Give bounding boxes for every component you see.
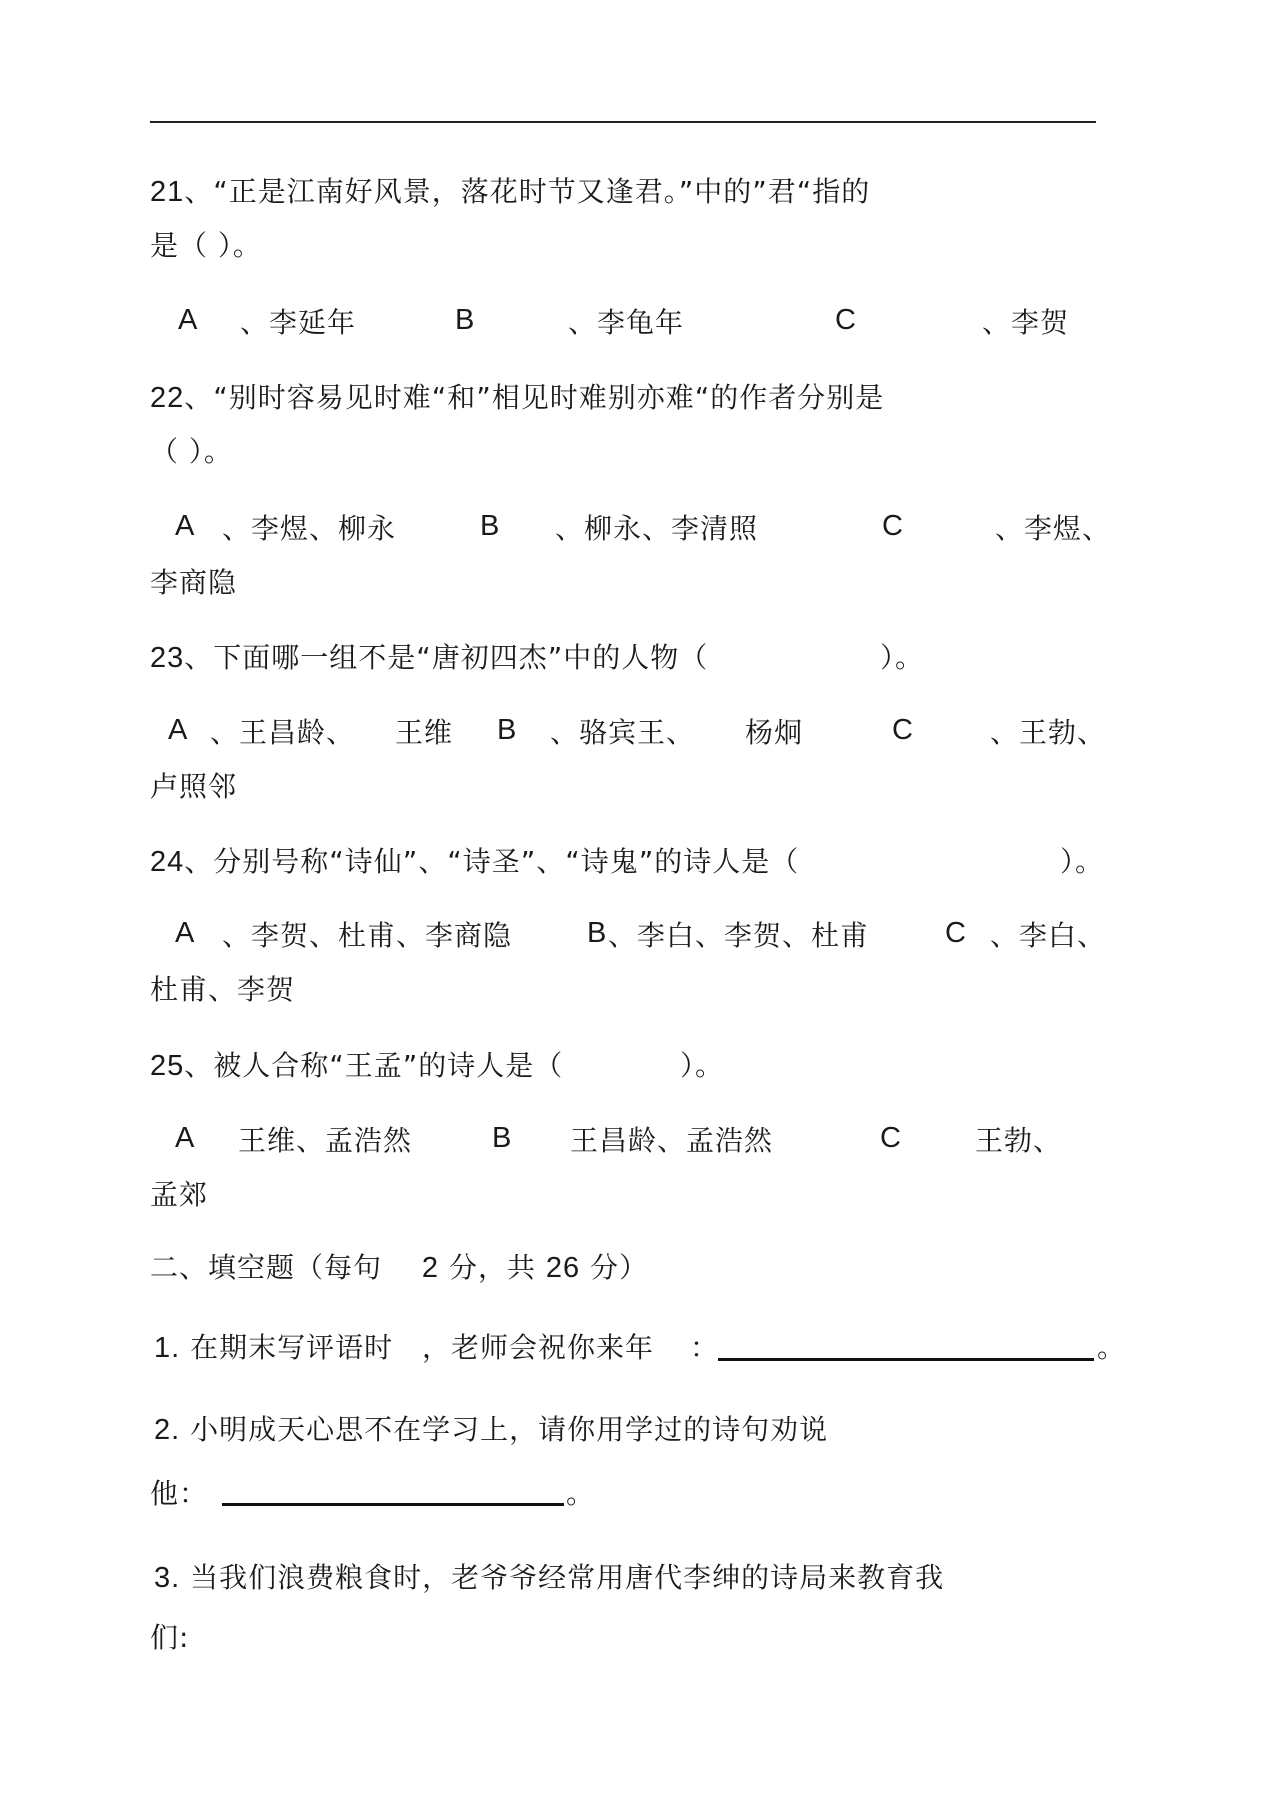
fill2-end: 。 [566, 1477, 596, 1510]
q25-line1 [150, 1048, 563, 1084]
fill2-number: 2. [154, 1414, 181, 1446]
fill3-line1 [154, 1560, 944, 1596]
q23-number: 23 [150, 642, 185, 674]
section2-heading [150, 1250, 648, 1286]
header-rule [150, 121, 1096, 123]
fill3-line2: 们: [150, 1621, 190, 1654]
q21-option-b-text: 、李龟年 [568, 306, 685, 339]
fill1-end: 。 [1097, 1331, 1127, 1364]
q25-option-b-letter: B [492, 1122, 512, 1154]
q25-option-a-text: 王维、孟浩然 [238, 1124, 413, 1157]
fill3-text: 当我们浪费粮食时，老爷爷经常用唐代李绅的诗局来教育我 [190, 1561, 945, 1594]
q21-option-c-text: 、李贺 [982, 306, 1070, 339]
q23-option-a-text2: 王维 [395, 716, 454, 749]
fill1-text2: ，老师会祝你来年 [422, 1331, 655, 1364]
q22-option-c-letter: C [882, 510, 903, 542]
q22-option-b-letter: B [480, 510, 500, 542]
q23-option-a-text: 、王昌龄、 [210, 716, 356, 749]
q21-text: 、“正是江南好风景，落花时节又逢君。”中的”君“指的 [184, 175, 871, 208]
q22-option-a-letter: A [175, 510, 195, 542]
q24-option-c-letter: C [945, 917, 966, 949]
q25-option-c-letter: C [880, 1122, 901, 1154]
section2-total: 26 [545, 1252, 581, 1284]
q23-line1-end: ）。 [880, 641, 925, 674]
q24-number: 24 [150, 846, 185, 878]
fill2-line2: 他： [150, 1477, 209, 1510]
q22-line1 [150, 380, 884, 416]
fill2-line1 [154, 1412, 828, 1448]
q22-text: 、“别时容易见时难“和”相见时难别亦难“的作者分别是 [184, 381, 885, 414]
q21-option-b-letter: B [455, 304, 475, 336]
fill3-number: 3. [154, 1562, 181, 1594]
q24-option-c-text: 、李白、 [990, 919, 1107, 952]
section2-post: 分） [590, 1251, 649, 1284]
fill2-answer-blank[interactable] [222, 1503, 564, 1506]
section2-mid: 分，共 [448, 1251, 536, 1284]
q24-line1 [150, 844, 799, 880]
section2-points: 2 [421, 1252, 440, 1284]
q25-line1-end: ）。 [680, 1049, 725, 1082]
q22-option-b-text: 、柳永、李清照 [555, 512, 759, 545]
q23-line1 [150, 640, 708, 676]
q24-line1-end: ）。 [1060, 845, 1105, 878]
q23-option-c-letter: C [892, 714, 913, 746]
section2-pre: 二、填空题（每句 [150, 1251, 383, 1284]
q23-option-a-letter: A [168, 714, 188, 746]
q22-number: 22 [150, 382, 185, 414]
fill2-text: 小明成天心思不在学习上，请你用学过的诗句劝说 [190, 1413, 829, 1446]
q23-option-b-letter: B [497, 714, 517, 746]
q24-text: 、分别号称“诗仙”、“诗圣”、“诗鬼”的诗人是（ [184, 845, 800, 878]
q24-option-a-letter: A [175, 917, 195, 949]
fill1-answer-blank[interactable] [718, 1358, 1094, 1361]
q25-option-b-text: 王昌龄、孟浩然 [570, 1124, 774, 1157]
q23-text: 、下面哪一组不是“唐初四杰”中的人物（ [184, 641, 709, 674]
q23-continuation: 卢照邻 [150, 770, 238, 803]
q25-number: 25 [150, 1050, 185, 1082]
q22-option-a-text: 、李煜、柳永 [222, 512, 397, 545]
q23-option-b-text2: 杨炯 [745, 716, 804, 749]
fill1-text: 在期末写评语时 [190, 1331, 394, 1364]
q21-option-a-text: 、李延年 [240, 306, 357, 339]
q23-option-b-text: 、骆宾王、 [550, 716, 696, 749]
q21-option-c-letter: C [835, 304, 856, 336]
q21-number: 21 [150, 176, 185, 208]
q21-line2: 是（ ）。 [150, 229, 262, 262]
q22-continuation: 李商隐 [150, 566, 238, 599]
q25-option-a-letter: A [175, 1122, 195, 1154]
q24-continuation: 杜甫、李贺 [150, 973, 296, 1006]
q21-line1 [150, 174, 870, 210]
q24-option-a-text: 、李贺、杜甫、李商隐 [222, 919, 513, 952]
q25-option-c-text: 王勃、 [975, 1124, 1063, 1157]
q25-text: 、被人合称“王孟”的诗人是（ [184, 1049, 564, 1082]
q25-continuation: 孟郊 [150, 1178, 209, 1211]
q21-option-a-letter: A [178, 304, 198, 336]
fill1-colon: ： [690, 1331, 720, 1364]
q24-option-b-letter: B [587, 917, 607, 949]
fill1-line [154, 1330, 393, 1366]
fill1-number: 1. [154, 1332, 181, 1364]
q22-option-c-text: 、李煜、 [995, 512, 1112, 545]
q22-line2: （ ）。 [150, 435, 233, 468]
q23-option-c-text: 、王勃、 [990, 716, 1107, 749]
q24-option-b-text: 、李白、李贺、杜甫 [608, 919, 870, 952]
